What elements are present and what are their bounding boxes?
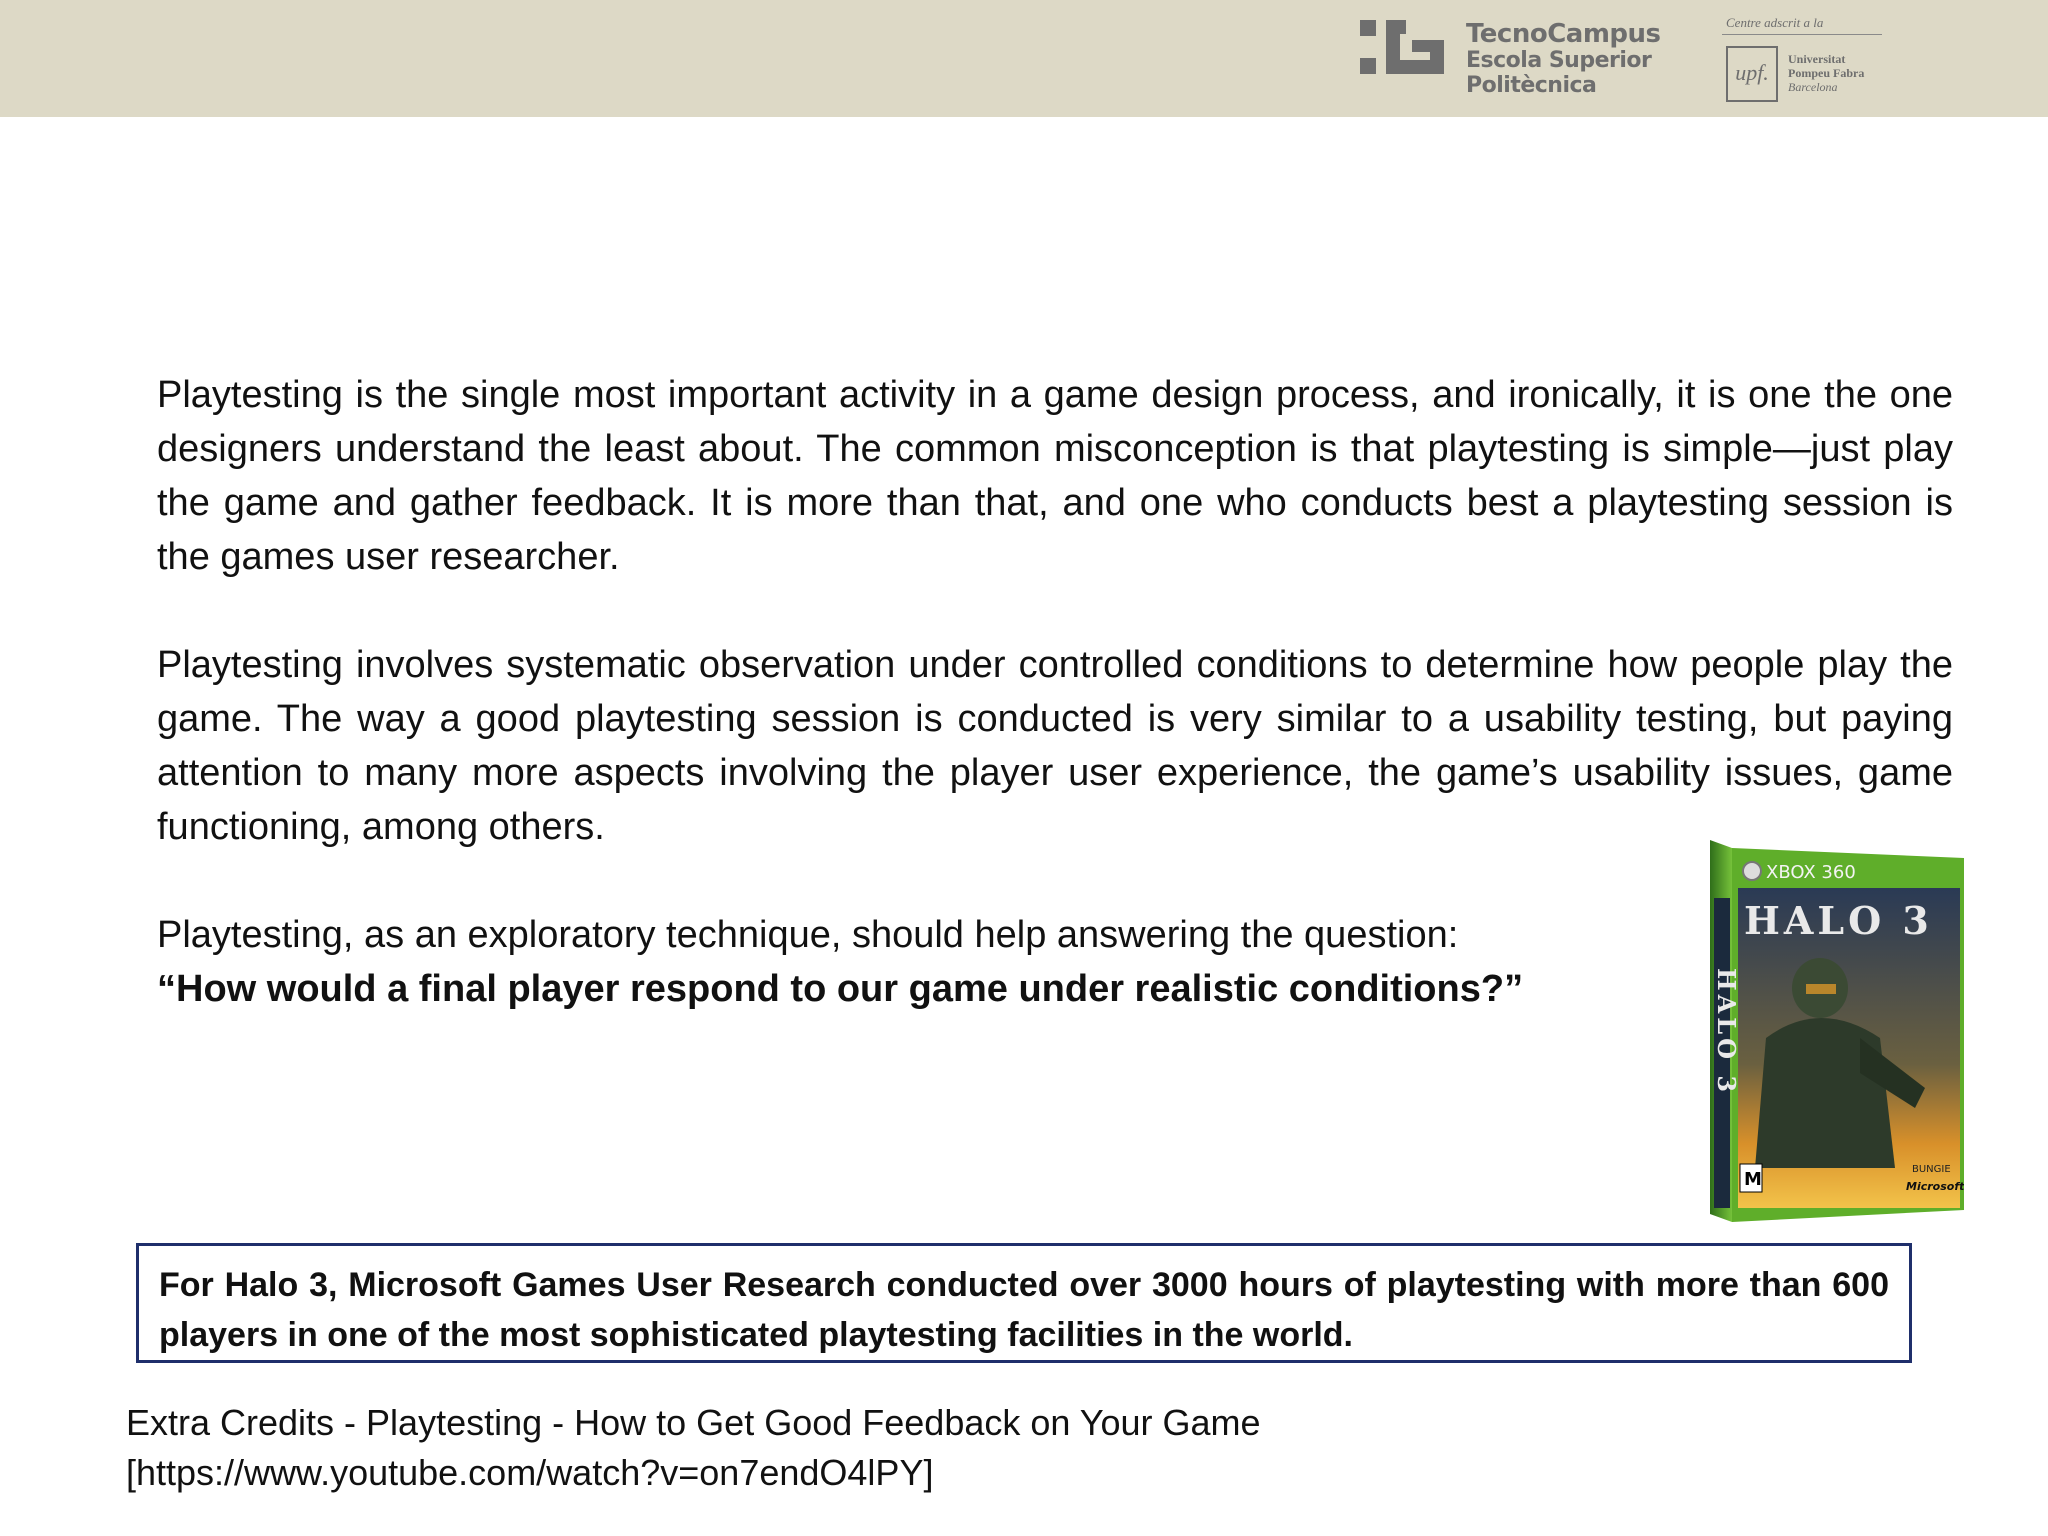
tecnocampus-logo (1360, 20, 1660, 104)
upf-name-line-3: Barcelona (1788, 80, 1838, 94)
paragraph-playtesting-importance: Playtesting is the single most important activity in a game design process, and ironically, it is one the one designers understand the least about. The common misconception is that playtesting is simple—just play the game and gather feedback. It is more than that, and one who conducts best a playtesting session is the games user researcher. (157, 374, 1953, 578)
tecnocampus-school-2: Politècnica (1466, 73, 1597, 98)
cover-rating: M (1744, 1169, 1762, 1190)
upf-logo (1722, 12, 1882, 102)
reference-title: Extra Credits - Playtesting - How to Get Good Feedback on Your Game (126, 1402, 1261, 1443)
upf-name-line-1: Universitat (1788, 52, 1846, 66)
cover-developer: BUNGIE (1912, 1164, 1951, 1175)
key-question: “How would a final player respond to our game under realistic conditions?” (157, 968, 1524, 1010)
halo3-cover-image (1710, 838, 1964, 1222)
cover-spine-title: HALO 3 (1712, 968, 1741, 1097)
tecnocampus-mark-icon (1360, 20, 1444, 74)
paragraph-exploratory-question (157, 908, 1717, 1016)
tecnocampus-wordmark (1466, 20, 1661, 98)
xbox-logo-icon (1743, 862, 1761, 880)
reference (126, 1398, 1261, 1498)
reference-url[interactable]: [https://www.youtube.com/watch?v=on7endO4lPY] (126, 1452, 934, 1493)
paragraph-playtesting-definition: Playtesting involves systematic observation under controlled conditions to determine how people play the game. The way a good playtesting session is conducted is very similar to a usability testing, but paying attention to many more aspects involving the player user experience, the game’s usability issues, game functioning, among others. (157, 644, 1953, 848)
halo3-fact-callout: For Halo 3, Microsoft Games User Research conducted over 3000 hours of playtesting with more than 600 players in one of the most sophisticated playtesting facilities in the world. (136, 1243, 1912, 1363)
question-lead: Playtesting, as an exploratory technique, should help answering the question: (157, 914, 1459, 956)
tecnocampus-name: TecnoCampus (1466, 19, 1661, 49)
upf-mark: upf. (1726, 46, 1778, 102)
cover-title: HALO 3 (1744, 898, 1933, 943)
cover-platform: XBOX 360 (1766, 862, 1856, 883)
upf-divider (1722, 34, 1882, 35)
cover-publisher: Microsoft (1906, 1180, 1964, 1193)
tecnocampus-school: Escola Superior (1466, 48, 1652, 73)
upf-name-line-2: Pompeu Fabra (1788, 66, 1865, 80)
upf-caption: Centre adscrit a la (1726, 15, 1824, 30)
slide-body (157, 368, 1953, 1016)
upf-university-name (1788, 52, 1864, 94)
